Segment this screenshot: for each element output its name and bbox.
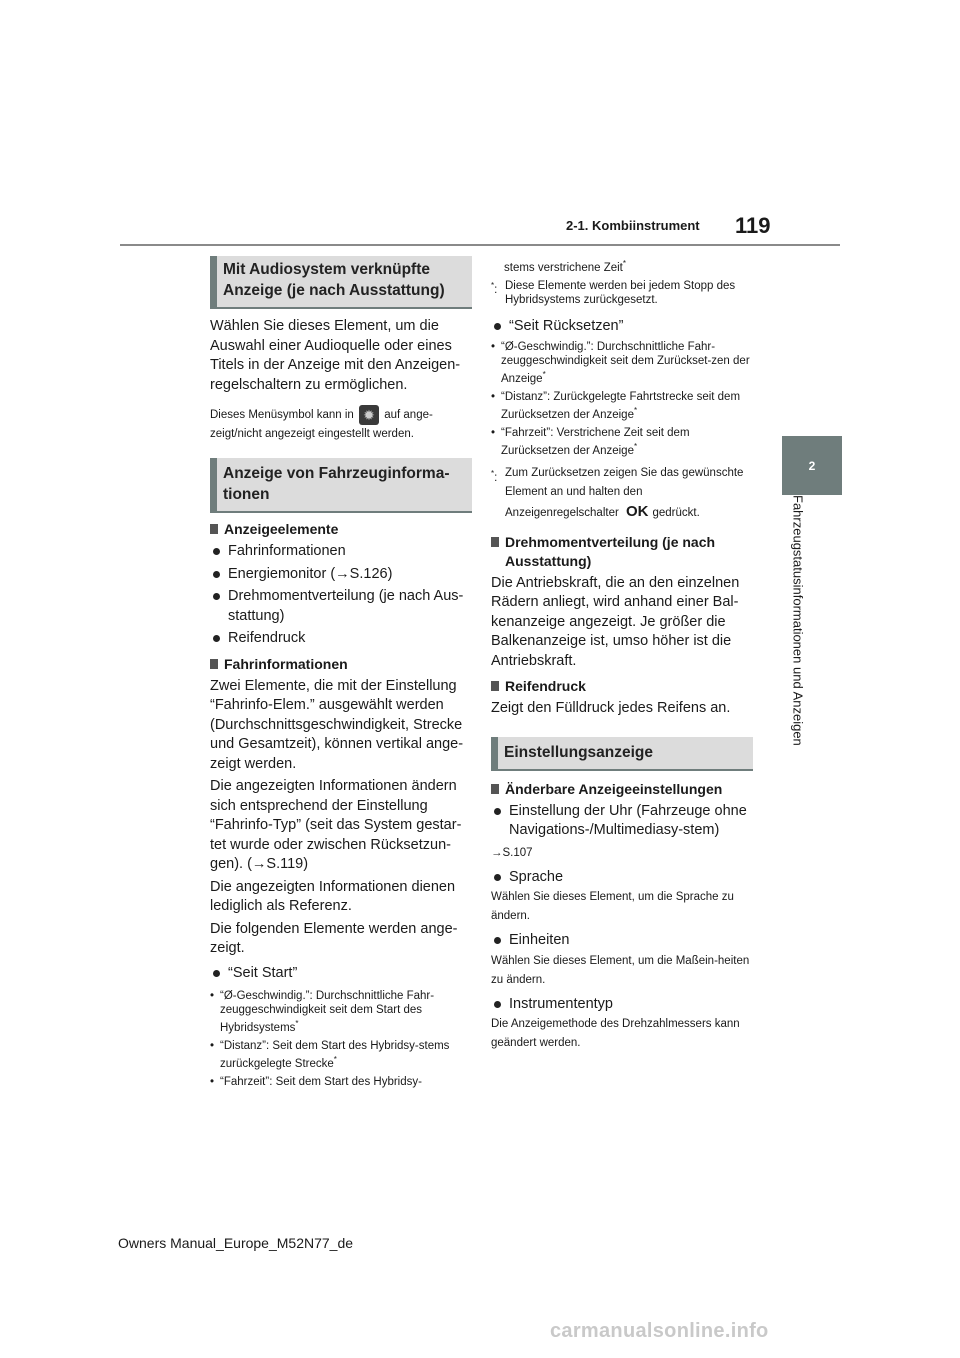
paragraph: Wählen Sie dieses Element, um die Sprache zu ändern.: [491, 891, 734, 923]
header-rule: [120, 244, 840, 246]
audio-description: Wählen Sie dieses Element, um die Auswahl einer Audioquelle oder eines Titels in der Anzeige mit den Anzeigen-regelschaltern zu ermöglichen.: [210, 318, 461, 393]
audio-section-heading: Mit Audiosystem verknüpfte Anzeige (je nach Ausstattung): [210, 256, 472, 309]
list-item: Drehmomentverteilung (je nach Aus-stattung): [210, 587, 472, 626]
list-item: Einheiten: [491, 931, 753, 951]
list-item: Fahrinformationen: [210, 542, 472, 562]
bullet-item: • “Distanz”: Zurückgelegte Fahrtstrecke seit dem Zurücksetzen der Anzeige*: [491, 390, 753, 422]
footnote: *: Zum Zurücksetzen zeigen Sie das gewünschte Element an und halten den Anzeigenregelschalter OK gedrückt.: [491, 466, 744, 520]
bullet-item: • “Fahrzeit”: Seit dem Start des Hybridsy-: [210, 1075, 472, 1089]
continued-text: stems verstrichene Zeit*: [504, 259, 626, 274]
paragraph: Die angezeigten Informationen ändern sich entsprechend der Einstellung “Fahrinfo-Typ” (seit das System gestar-tet wurde oder zwischen Rücksetzun-gen). (→S.119): [210, 778, 462, 873]
paragraph: Zwei Elemente, die mit der Einstellung “Fahrinfo-Elem.” ausgewählt werden (Durchschnittsgeschwindigkeit, Strecke und Gesamtzeit), können vertikal ange-zeigt werden.: [210, 677, 464, 772]
menu-icon-note: Dieses Menüsymbol kann in ✹ auf ange-zeigt/nicht angezeigt eingestellt werden.: [210, 407, 433, 441]
section-title: 2-1. Kombiinstrument: [566, 218, 700, 233]
chapter-title: Fahrzeugstatusinformationen und Anzeigen: [790, 495, 806, 746]
drive-info-heading: Fahrinformationen: [210, 655, 472, 674]
torque-heading: Drehmomentverteilung (je nach Ausstattung): [491, 533, 753, 571]
right-column: [491, 257, 753, 1053]
bullet-item: • “Distanz”: Seit dem Start des Hybridsy-stems zurückgelegte Strecke*: [210, 1039, 472, 1071]
list-item: “Seit Start”: [210, 964, 472, 984]
paragraph: Die Anzeigemethode des Drehzahlmessers kann geändert werden.: [491, 1018, 740, 1050]
paragraph: Wählen Sie dieses Element, um die Maßein-heiten zu ändern.: [491, 954, 750, 986]
settings-heading: Einstellungsanzeige: [491, 737, 753, 771]
footer-text: Owners Manual_Europe_M52N77_de: [118, 1235, 354, 1251]
bullet-item: • “Ø-Geschwindig.”: Durchschnittliche Fahr-zeuggeschwindigkeit seit dem Zurückset-zen der Anzeige*: [491, 340, 753, 386]
list-item: Instrumententyp: [491, 995, 753, 1015]
page-number: 119: [735, 213, 771, 238]
list-item: Einstellung der Uhr (Fahrzeuge ohne Navigations-/Multimediasy-stem): [491, 802, 753, 841]
gear-icon: ✹: [359, 405, 379, 425]
list-item: Energiemonitor (→S.126): [210, 565, 472, 585]
footnote: *: Diese Elemente werden bei jedem Stopp des Hybridsystems zurückgesetzt.: [491, 279, 736, 306]
ok-button-icon: OK: [626, 502, 649, 520]
chapter-tab: 2: [782, 436, 842, 495]
paragraph: Die angezeigten Informationen dienen lediglich als Referenz.: [210, 878, 456, 915]
settings-subheading: Änderbare Anzeigeeinstellungen: [491, 780, 753, 799]
bullet-item: • “Ø-Geschwindig.”: Durchschnittliche Fahr-zeuggeschwindigkeit seit dem Start des Hybridsystems*: [210, 989, 472, 1035]
reference: →S.107: [491, 846, 533, 859]
list-item: Reifendruck: [210, 629, 472, 649]
list-item: Sprache: [491, 868, 753, 888]
display-items-heading: Anzeigeelemente: [210, 520, 472, 539]
paragraph: Zeigt den Fülldruck jedes Reifens an.: [491, 700, 731, 717]
bullet-item: • “Fahrzeit”: Verstrichene Zeit seit dem Zurücksetzen der Anzeige*: [491, 426, 753, 458]
left-column: [210, 256, 472, 1089]
watermark: carmanualsonline.info: [550, 1320, 769, 1342]
list-item: “Seit Rücksetzen”: [491, 317, 753, 337]
vehicle-info-heading: Anzeige von Fahrzeuginforma-tionen: [210, 458, 472, 513]
paragraph: Die folgenden Elemente werden ange-zeigt.: [210, 920, 458, 957]
tire-heading: Reifendruck: [491, 677, 753, 696]
paragraph: Die Antriebskraft, die an den einzelnen Rädern anliegt, wird anhand einer Bal-kenanzeige angezeigt. Je größer die Balkenanzeige ist, umso höher ist die Antriebskraft.: [491, 574, 740, 669]
